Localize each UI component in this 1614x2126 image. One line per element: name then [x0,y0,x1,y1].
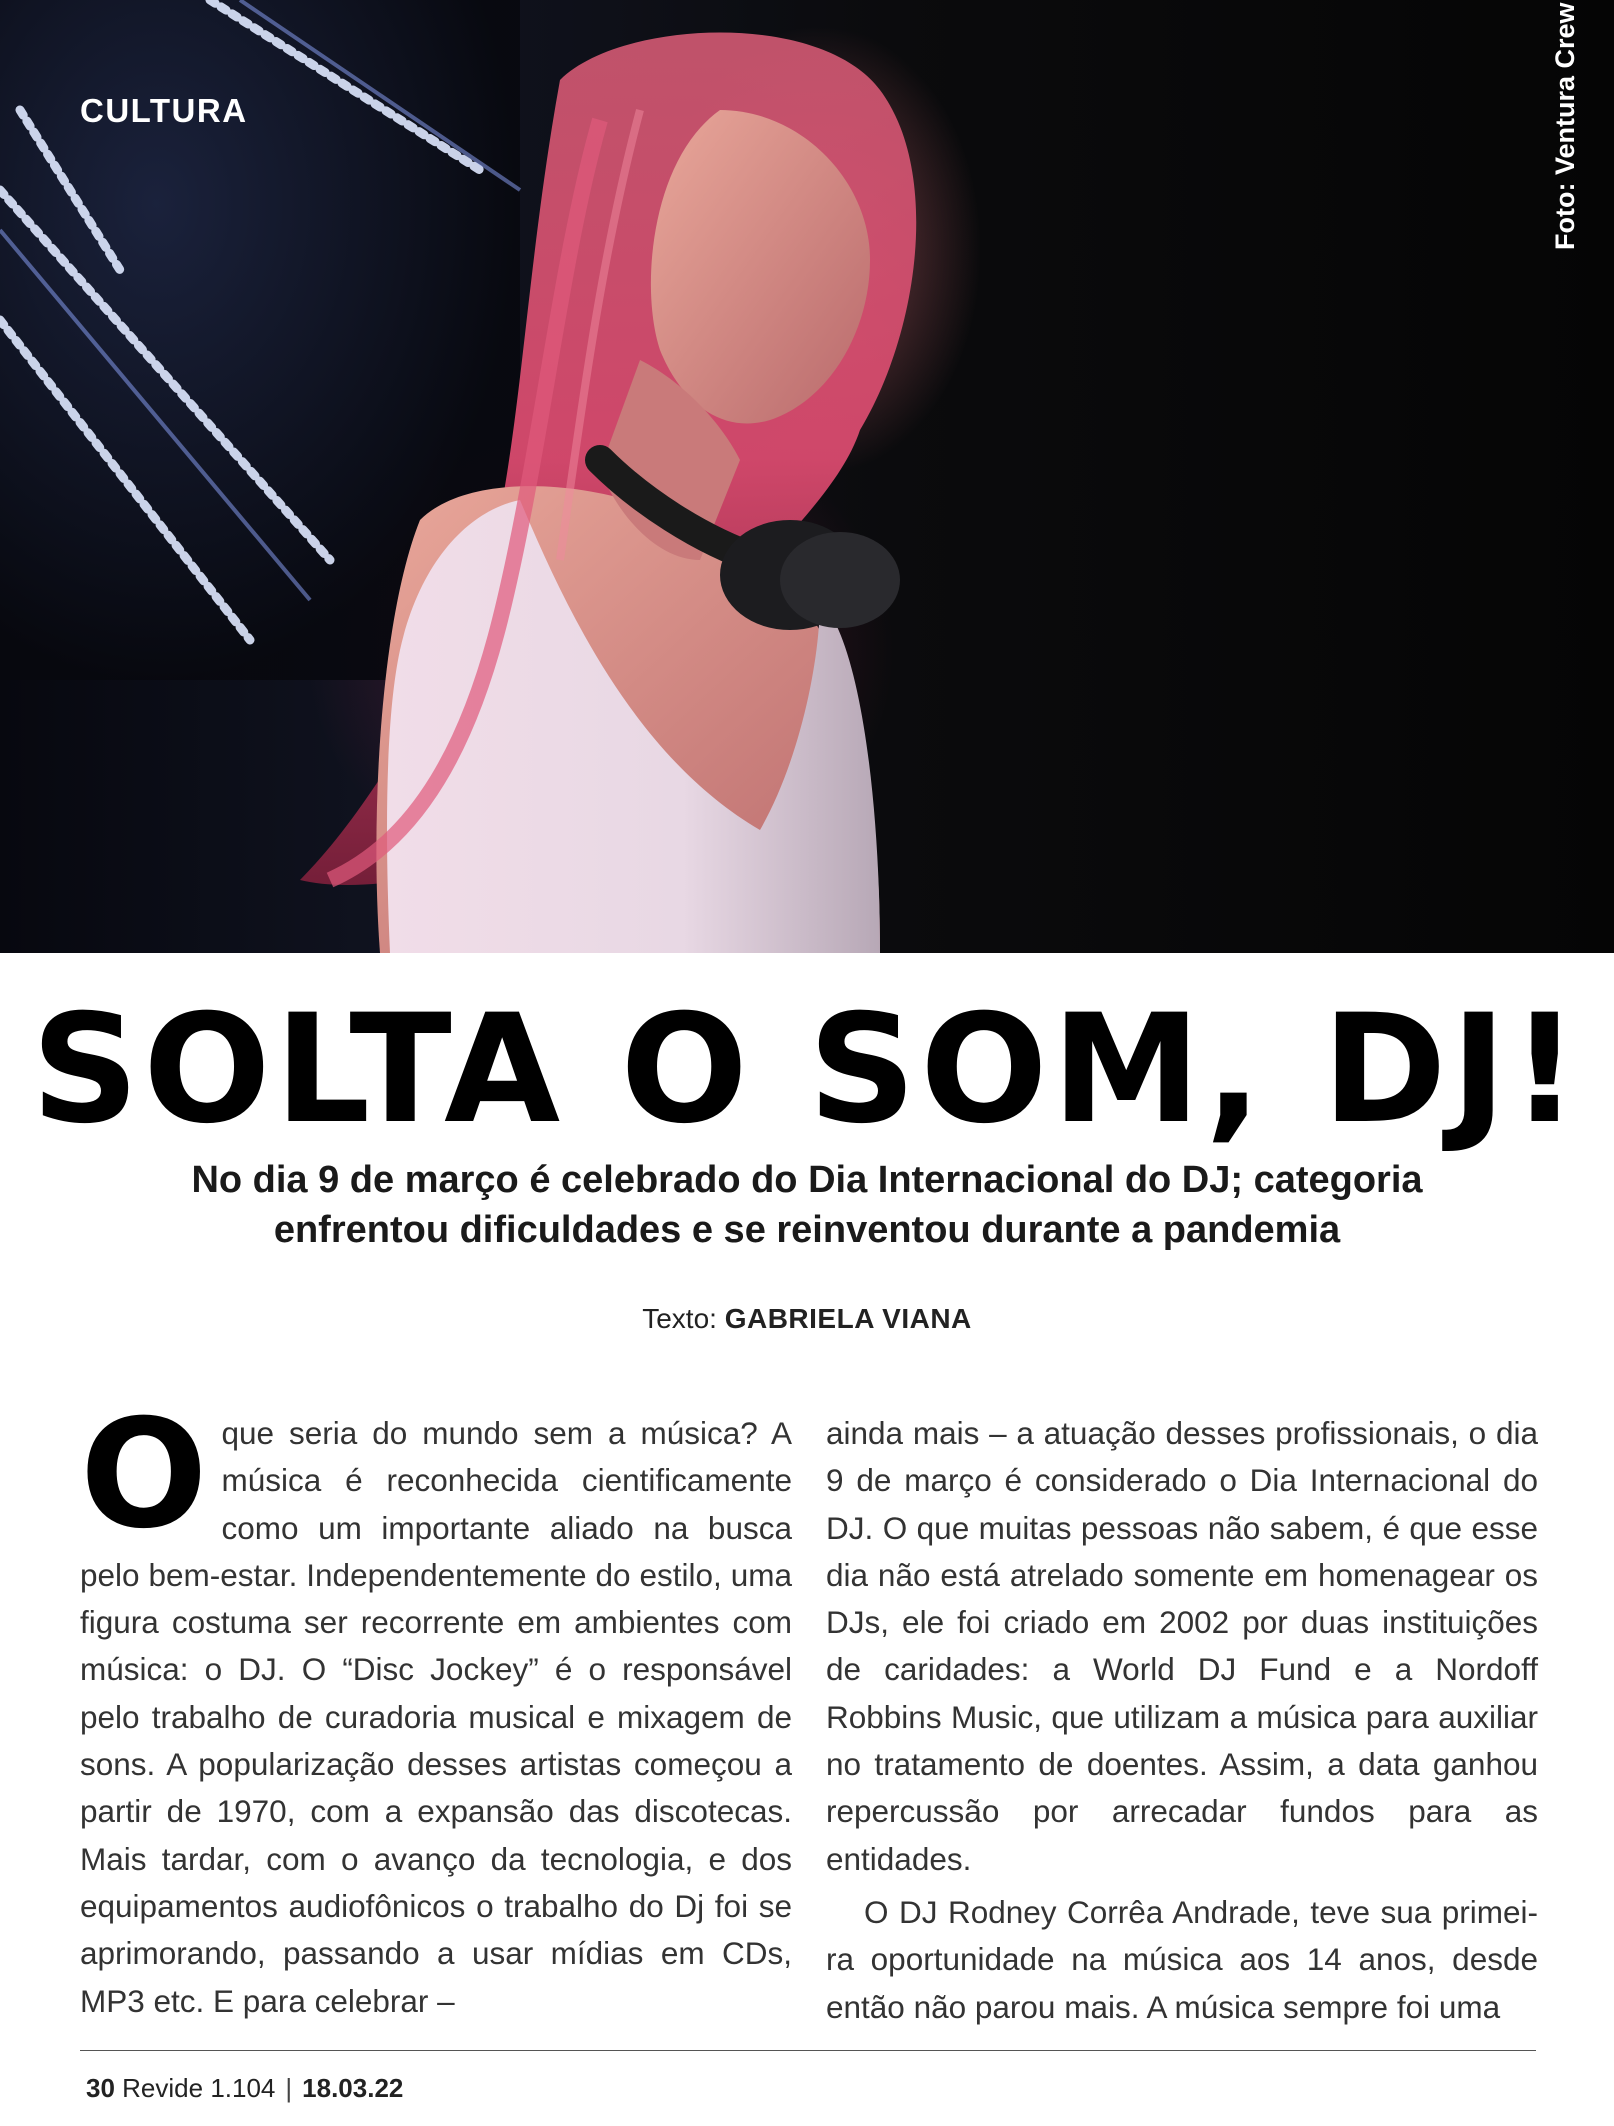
issue-date: 18.03.22 [302,2073,404,2103]
byline-label: Texto: [642,1303,717,1334]
page-footer [86,2073,403,2104]
paragraph: O DJ Rodney Corrêa Andrade, teve sua primeira oportunidade na música aos 14 anos, desde então não parou mais. A música sempre foi uma [826,1893,1538,2025]
paragraph: ainda mais – a atuação desses profissionais, o dia 9 de março é considerado o Dia Internacional do DJ. O que muitas pessoas não sabem, é que esse dia não está atrelado somente em homenagear os DJs, ele foi criado em 2002 por duas instituições de caridades: a World DJ Fund e a Nordoff Robbins Music, que utilizam a música para auxiliar no tratamento de doentes. Assim, a data ganhou repercussão por arrecadar fundos para as entidades. [826,1415,1538,1877]
article-column-right [826,1410,1538,2031]
section-label: CULTURA [80,92,248,129]
byline-author: GABRIELA VIANA [724,1303,972,1334]
publication-name: Revide 1.104 [122,2073,276,2103]
page-number: 30 [86,2073,115,2103]
byline [0,1303,1614,1335]
footer-separator: | [285,2073,293,2103]
paragraph-intro [80,1388,792,2025]
intro-text: que seria do mundo sem a música? A música é reconhecida cientificamente como um importante aliado na busca pelo bem-estar. Independentemente do estilo, uma figura costuma ser recorrente em ambientes com música: o DJ. O “Disc Jockey” é o responsável pelo trabalho de curadoria musical e mixagem de sons. A popularização desses artistas começou a partir de 1970, com a expansão das discotecas. Mais tardar, com o avanço da tecnologia, e dos equipamentos audiofônicos o trabalho do Dj foi se aprimorando, passando a usar mídias em CDs, MP3 etc. E para celebrar – [80,1415,792,2019]
hero-photo [0,0,1614,953]
photo-illustration [0,0,1614,953]
photo-credit: Foto: Ventura Crew [1550,2,1580,250]
footer-rule [80,2050,1536,2051]
drop-cap: O [80,1388,208,1562]
article-column-left [80,1388,792,2025]
article-headline: SOLTA O SOM, DJ! [31,983,1583,1157]
article-subheadline: No dia 9 de março é celebrado do Dia Internacional do DJ; categoria enfrentou dificuldades e se reinventou durante a pandemia [191,1159,1423,1251]
